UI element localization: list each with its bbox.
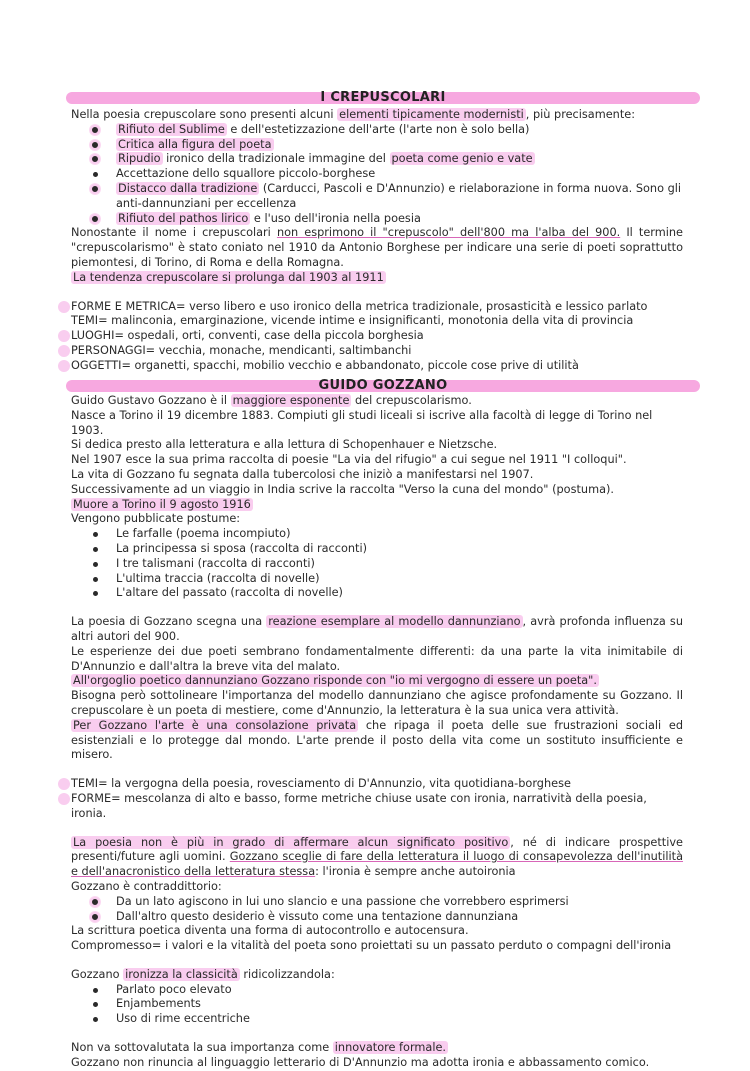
forme-metrica-line: FORME E METRICA= verso libero e uso ironico della metrica tradizionale, prosasticità e lessico parlato [71,300,683,315]
list-item: Da un lato agiscono in lui uno slancio e una passione che vorrebbero esprimersi [71,895,683,910]
bio-line: Si dedica presto alla letteratura e alla lettura di Schopenhauer e Nietzsche. [71,438,498,452]
paragraph: Gozzano non rinuncia al linguaggio letterario di D'Annunzio ma adotta ironia e abbassamento comico. [71,1055,650,1069]
list-item: Parlato poco elevato [71,983,683,998]
list-item: Uso di rime eccentriche [71,1012,683,1027]
list-item: Rifiuto del pathos lirico e l'uso dell'ironia nella poesia [71,212,683,227]
intro-line: Nella poesia crepuscolare sono presenti alcuni elementi tipicamente modernisti , più precisamente: [71,108,635,121]
contraddittorio-line: Gozzano è contraddittorio: [71,879,222,893]
paragraph: La scrittura poetica diventa una forma di autocontrollo e autocensura. [71,924,469,938]
list-item: L'altare del passato (raccolta di novelle) [71,586,683,601]
luoghi-line: LUOGHI= ospedali, orti, conventi, case della piccola borghesia [71,329,683,344]
list-item: Accettazione dello squallore piccolo-borghese [71,167,683,182]
contraddittorio-list [71,895,683,925]
list-item: La principessa si sposa (raccolta di racconti) [71,542,683,557]
paragraph: La poesia di Gozzano scegna una reazione esemplare al modello dannunziano , avrà profonda influenza su altri autori del 900. [71,615,683,643]
tendenza-line: La tendenza crepuscolare si prolunga dal 1903 al 1911 [73,270,384,284]
paragraph: Per Gozzano l'arte è una consolazione privata che ripaga il poeta delle sue frustrazioni sociali ed esistenziali e lo protegge dal mondo. L'arte prende il posto della vita come un sostituto insufficiente e misero. [71,718,683,762]
paragraph: Non va sottovalutata la sua importanza come innovatore formale. [71,1041,446,1055]
list-item: Dall'altro questo desiderio è vissuto come una tentazione dannunziana [71,910,683,925]
paragraph: Nonostante il nome i crepuscolari non esprimono il "crepuscolo" dell'800 ma l'alba del 900. Il termine "crepuscolarismo" è stato coniato nel 1910 da Antonio Borghese per indicare una serie di poeti soprattutto piemontesi, di Torino, di Roma e della Romagna. [71,226,683,269]
bio-line: Guido Gustavo Gozzano è il maggiore esponente del crepuscolarismo. [71,394,472,407]
section-gozzano-body [71,394,683,1071]
bio-line: Nasce a Torino il 19 dicembre 1883. Compiuti gli studi liceali si iscrive alla facoltà di legge di Torino nel 1903. [71,408,653,437]
death-line: Muore a Torino il 9 agosto 1916 [73,497,251,511]
paragraph: All'orgoglio poetico dannunziano Gozzano risponde con "io mi vergogno di essere un poeta". [73,674,597,688]
list-item: Critica alla figura del poeta [71,138,683,153]
modernist-elements-list [71,123,683,227]
works-list [71,527,683,601]
temi-line: TEMI= la vergogna della poesia, rovesciamento di D'Annunzio, vita quotidiana-borghese [71,777,683,792]
ironizza-list [71,983,683,1027]
personaggi-line: PERSONAGGI= vecchia, monache, mendicanti, saltimbanchi [71,344,683,359]
paragraph: Bisogna però sottolineare l'importanza del modello dannunziano che agisce profondamente su Gozzano. Il crepuscolare è un poeta di mestiere, come d'Annunzio, la letteratura è la sua unica vera attività. [71,689,683,717]
list-item: Rifiuto del Sublime e dell'estetizzazione dell'arte (l'arte non è solo bella) [71,123,683,138]
paragraph: Compromesso= i valori e la vitalità del poeta sono proiettati su un passato perduto o compagni dell'ironia [71,939,672,953]
list-item: Distacco dalla tradizione (Carducci, Pascoli e D'Annunzio) e rielaborazione in forma nuova. Sono gli anti-dannunziani per eccellenza [71,182,683,212]
list-item: Enjambements [71,997,683,1012]
list-item: I tre talismani (raccolta di racconti) [71,557,683,572]
forme-line: FORME= mescolanza di alto e basso, forme metriche chiuse usate con ironia, narratività della poesia, ironia. [71,792,683,822]
list-item: L'ultima traccia (raccolta di novelle) [71,572,683,587]
bio-line: Nel 1907 esce la sua prima raccolta di poesie "La via del rifugio" a cui segue nel 1911 "I colloqui". [71,453,627,467]
paragraph: La poesia non è più in grado di affermare alcun significato positivo , né di indicare prospettive presenti/future agli uomini. Gozzano sceglie di fare della letteratura il luogo di consapevolezza dell'inutilità e dell'anacronistico della letteratura stessa: l'ironia è sempre anche autoironia [71,835,684,879]
ironizza-line: Gozzano ironizza la classicità ridicolizzandola: [71,967,335,981]
paragraph: Le esperienze dei due poeti sembrano fondamentalmente differenti: da una parte la vita inimitabile di D'Annunzio e dall'altra la breve vita del malato. [71,644,683,673]
oggetti-line: OGGETTI= organetti, spacchi, mobilio vecchio e abbandonato, piccole cose prive di utilità [71,359,683,374]
bio-line: Successivamente ad un viaggio in India scrive la raccolta "Verso la cuna del mondo" (postuma). [71,482,614,496]
section-title-gozzano: GUIDO GOZZANO [66,380,700,392]
bio-line: La vita di Gozzano fu segnata dalla tubercolosi che iniziò a manifestarsi nel 1907. [71,467,534,481]
list-item: Le farfalle (poema incompiuto) [71,527,683,542]
postume-line: Vengono pubblicate postume: [71,512,241,526]
section-crepuscolari-body [71,108,683,374]
section-title-crepuscolari: I CREPUSCOLARI [66,92,700,104]
temi-line: TEMI= malinconia, emarginazione, vicende intime e insignificanti, monotonia della vita di provincia [71,314,634,328]
list-item: Ripudio ironico della tradizionale immagine del poeta come genio e vate [71,152,683,167]
